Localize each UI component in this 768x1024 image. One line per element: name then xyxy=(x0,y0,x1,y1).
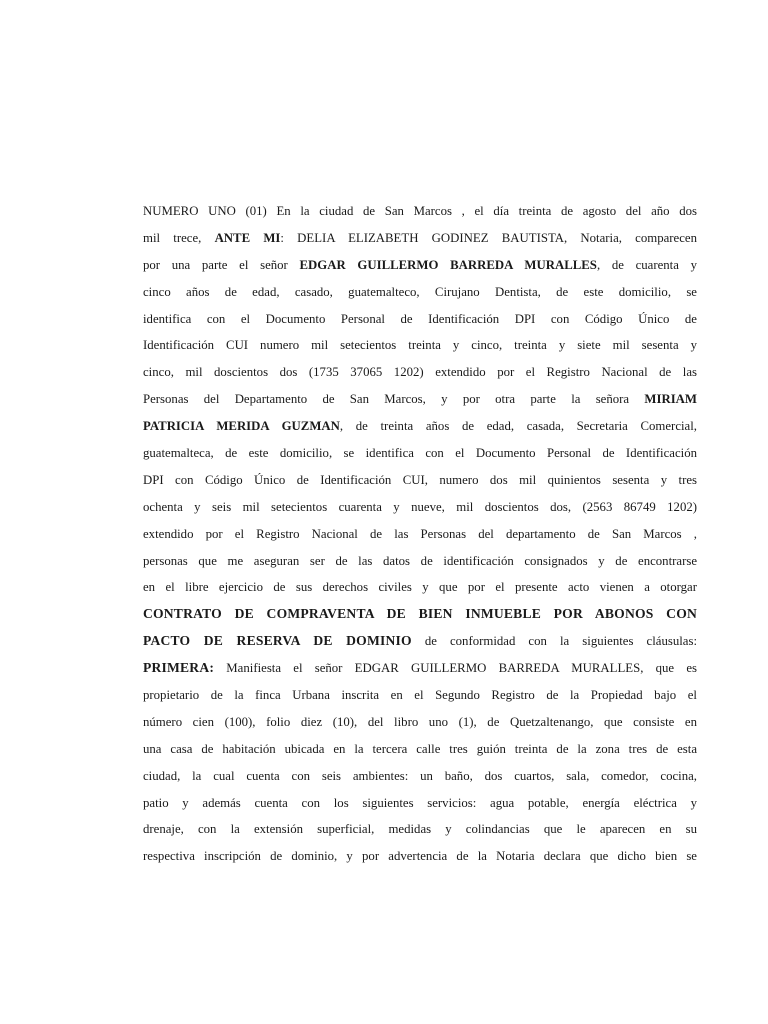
bold-text-run: PRIMERA: xyxy=(143,660,215,676)
text-line xyxy=(143,252,697,279)
text-run: respectiva inscripción de dominio, y por advertencia de la Notaria declara que dicho bien se xyxy=(143,849,697,864)
text-line xyxy=(143,709,697,736)
text-run: DPI con Código Único de Identificación CUI, numero dos mil quinientos sesenta y tres xyxy=(143,472,697,487)
text-line xyxy=(143,359,697,386)
bold-text-run: CONTRATO DE COMPRAVENTA DE BIEN INMUEBLE POR ABONOS CON xyxy=(143,606,697,622)
bold-text-run: PATRICIA MERIDA GUZMAN xyxy=(143,419,340,434)
text-run: drenaje, con la extensión superficial, medidas y colindancias que le aparecen en su xyxy=(143,822,697,837)
text-run: por una parte el señor xyxy=(143,257,300,272)
text-line xyxy=(143,816,697,843)
text-run: de conformidad con la siguientes cláusulas: xyxy=(411,634,697,649)
text-line xyxy=(143,736,697,763)
bold-text-run: EDGAR GUILLERMO BARREDA MURALLES xyxy=(299,257,597,272)
text-run: , de treinta años de edad, casada, Secretaria Comercial, xyxy=(339,419,697,434)
text-line xyxy=(143,413,697,440)
text-run: patio y además cuenta con los siguientes servicios: agua potable, energía eléctrica y xyxy=(143,795,697,810)
text-line xyxy=(143,386,697,413)
text-line xyxy=(143,306,697,333)
bold-text-run: ANTE MI xyxy=(214,230,281,245)
text-run: extendido por el Registro Nacional de las Personas del departamento de San Marcos , xyxy=(143,526,697,541)
text-line xyxy=(143,843,697,870)
text-run: personas que me aseguran ser de las datos de identificación consignados y de encontrarse xyxy=(143,553,697,568)
text-line xyxy=(143,332,697,359)
bold-text-run: MIRIAM xyxy=(644,392,697,407)
text-run: identifica con el Documento Personal de Identificación DPI con Código Único de xyxy=(143,311,697,326)
text-line xyxy=(143,601,697,628)
text-run: número cien (100), folio diez (10), del libro uno (1), de Quetzaltenango, que consiste en xyxy=(143,714,697,729)
text-run: una casa de habitación ubicada en la tercera calle tres guión treinta de la zona tres de esta xyxy=(143,741,697,756)
text-run: ochenta y seis mil setecientos cuarenta y nueve, mil doscientos dos, (2563 86749 1202) xyxy=(143,499,697,514)
text-line xyxy=(143,548,697,575)
text-run: NUMERO UNO (01) En la ciudad de San Marcos , el día treinta de agosto del año dos xyxy=(143,204,697,218)
text-line xyxy=(143,682,697,709)
bold-text-run: PACTO DE RESERVA DE DOMINIO xyxy=(143,633,412,649)
text-line xyxy=(143,655,697,682)
text-line xyxy=(143,574,697,601)
text-line xyxy=(143,790,697,817)
text-run: , de cuarenta y xyxy=(596,257,697,272)
text-run: mil trece, xyxy=(143,230,215,245)
text-run: Manifiesta el señor EDGAR GUILLERMO BARREDA MURALLES, que es xyxy=(214,661,697,676)
text-line xyxy=(143,521,697,548)
text-run: cinco, mil doscientos dos (1735 37065 1202) extendido por el Registro Nacional de las xyxy=(143,365,697,380)
text-line xyxy=(143,198,697,225)
text-run: ciudad, la cual cuenta con seis ambientes: un baño, dos cuartos, sala, comedor, cocina, xyxy=(143,768,697,783)
text-line xyxy=(143,467,697,494)
text-run: guatemalteca, de este domicilio, se identifica con el Documento Personal de Identificación xyxy=(143,446,697,461)
text-run: en el libre ejercicio de sus derechos civiles y que por el presente acto vienen a otorgar xyxy=(143,580,697,595)
text-run: Identificación CUI numero mil setecientos treinta y cinco, treinta y siete mil sesenta y xyxy=(143,338,697,353)
text-line xyxy=(143,440,697,467)
text-line xyxy=(143,279,697,306)
text-line xyxy=(143,494,697,521)
text-run: propietario de la finca Urbana inscrita en el Segundo Registro de la Propiedad bajo el xyxy=(143,688,697,703)
text-line xyxy=(143,763,697,790)
text-line xyxy=(143,628,697,655)
text-line xyxy=(143,225,697,252)
text-run: cinco años de edad, casado, guatemalteco, Cirujano Dentista, de este domicilio, se xyxy=(143,284,697,299)
document-body xyxy=(143,198,697,870)
text-run: : DELIA ELIZABETH GODINEZ BAUTISTA, Notaria, comparecen xyxy=(280,230,697,245)
text-run: Personas del Departamento de San Marcos, y por otra parte la señora xyxy=(143,392,645,407)
